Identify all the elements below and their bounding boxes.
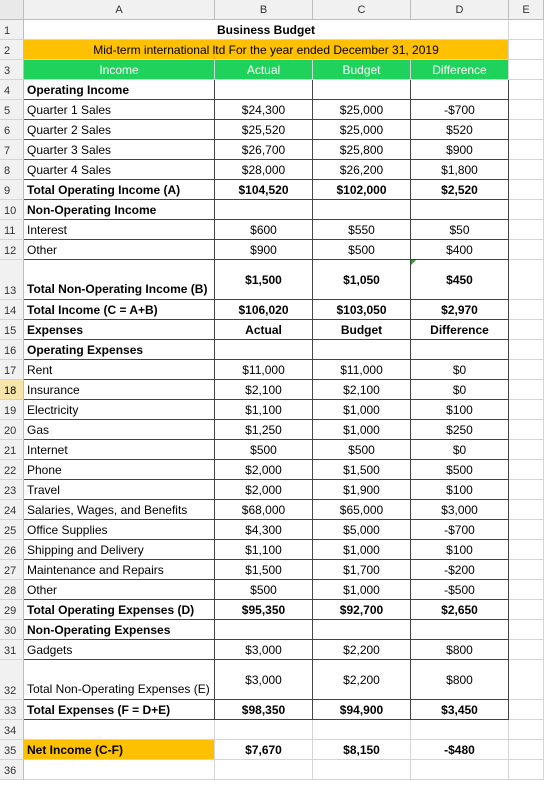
line-budget[interactable]: $26,200 (313, 160, 411, 180)
line-budget[interactable] (313, 200, 411, 220)
row-header[interactable]: 6 (0, 120, 24, 140)
row-header[interactable]: 12 (0, 240, 24, 260)
cell-empty[interactable] (509, 720, 544, 740)
cell-empty[interactable] (509, 620, 544, 640)
row-header[interactable]: 25 (0, 520, 24, 540)
row-header[interactable]: 19 (0, 400, 24, 420)
line-actual[interactable]: $11,000 (215, 360, 313, 380)
line-budget[interactable]: $1,900 (313, 480, 411, 500)
line-actual[interactable]: $26,700 (215, 140, 313, 160)
row-header[interactable]: 10 (0, 200, 24, 220)
cell-empty[interactable] (509, 760, 544, 780)
line-difference[interactable] (411, 760, 509, 780)
row-header[interactable]: 2 (0, 40, 24, 60)
cell-empty[interactable] (509, 240, 544, 260)
line-budget[interactable] (313, 760, 411, 780)
header-difference[interactable]: Difference (411, 60, 509, 80)
line-label[interactable]: Gas (24, 420, 215, 440)
line-actual[interactable] (215, 340, 313, 360)
line-actual[interactable]: $1,100 (215, 540, 313, 560)
line-actual[interactable]: $106,020 (215, 300, 313, 320)
line-budget[interactable]: $500 (313, 440, 411, 460)
line-label[interactable]: Non-Operating Expenses (24, 620, 215, 640)
line-difference[interactable] (411, 340, 509, 360)
line-label[interactable]: Phone (24, 460, 215, 480)
line-budget[interactable]: $25,000 (313, 120, 411, 140)
line-budget[interactable]: $92,700 (313, 600, 411, 620)
line-budget[interactable]: $1,700 (313, 560, 411, 580)
line-label[interactable]: Maintenance and Repairs (24, 560, 215, 580)
line-actual[interactable]: $98,350 (215, 700, 313, 720)
row-header[interactable]: 27 (0, 560, 24, 580)
line-label[interactable]: Rent (24, 360, 215, 380)
line-budget[interactable] (313, 620, 411, 640)
line-actual[interactable] (215, 200, 313, 220)
line-budget[interactable]: $1,500 (313, 460, 411, 480)
row-header[interactable]: 34 (0, 720, 24, 740)
header-actual[interactable]: Actual (215, 60, 313, 80)
line-budget[interactable]: $65,000 (313, 500, 411, 520)
line-actual[interactable]: $28,000 (215, 160, 313, 180)
line-actual[interactable]: $104,520 (215, 180, 313, 200)
line-actual[interactable]: $500 (215, 580, 313, 600)
cell-empty[interactable] (509, 400, 544, 420)
line-label[interactable]: Total Income (C = A+B) (24, 300, 215, 320)
row-header[interactable]: 24 (0, 500, 24, 520)
row-header[interactable]: 30 (0, 620, 24, 640)
row-header[interactable]: 16 (0, 340, 24, 360)
row-header[interactable]: 18 (0, 380, 24, 400)
sheet-title[interactable]: Business Budget (24, 20, 509, 40)
line-actual[interactable]: $3,000 (215, 640, 313, 660)
line-label[interactable]: Electricity (24, 400, 215, 420)
line-actual[interactable]: $2,000 (215, 460, 313, 480)
row-header[interactable]: 21 (0, 440, 24, 460)
line-difference[interactable]: $520 (411, 120, 509, 140)
line-budget[interactable]: $102,000 (313, 180, 411, 200)
cell-empty[interactable] (509, 320, 544, 340)
line-difference[interactable]: $250 (411, 420, 509, 440)
line-difference[interactable]: $0 (411, 440, 509, 460)
line-difference[interactable]: $0 (411, 360, 509, 380)
line-label[interactable]: Non-Operating Income (24, 200, 215, 220)
line-budget[interactable]: $5,000 (313, 520, 411, 540)
line-label[interactable]: Total Operating Income (A) (24, 180, 215, 200)
line-label[interactable]: Operating Income (24, 80, 215, 100)
line-actual[interactable]: $1,100 (215, 400, 313, 420)
cell-empty[interactable] (509, 440, 544, 460)
line-label[interactable]: Quarter 2 Sales (24, 120, 215, 140)
column-header-b[interactable]: B (215, 0, 313, 20)
cell-empty[interactable] (509, 200, 544, 220)
line-actual[interactable]: $24,300 (215, 100, 313, 120)
line-budget[interactable]: $1,000 (313, 580, 411, 600)
line-budget[interactable] (313, 720, 411, 740)
line-difference[interactable]: $3,450 (411, 700, 509, 720)
line-budget[interactable]: $103,050 (313, 300, 411, 320)
line-difference[interactable]: $2,520 (411, 180, 509, 200)
cell-empty[interactable] (509, 60, 544, 80)
line-label[interactable]: Total Operating Expenses (D) (24, 600, 215, 620)
line-actual[interactable]: $500 (215, 440, 313, 460)
line-difference[interactable]: $400 (411, 240, 509, 260)
line-actual[interactable]: $900 (215, 240, 313, 260)
line-label[interactable]: Other (24, 240, 215, 260)
line-actual[interactable] (215, 80, 313, 100)
line-actual[interactable]: $68,000 (215, 500, 313, 520)
line-label[interactable]: Total Expenses (F = D+E) (24, 700, 215, 720)
row-header[interactable]: 1 (0, 20, 24, 40)
line-difference[interactable]: -$700 (411, 100, 509, 120)
line-label[interactable] (24, 720, 215, 740)
line-actual[interactable]: $95,350 (215, 600, 313, 620)
line-actual[interactable] (215, 760, 313, 780)
select-all-corner[interactable] (0, 0, 24, 20)
row-header[interactable]: 13 (0, 260, 24, 300)
row-header[interactable]: 32 (0, 660, 24, 700)
cell-empty[interactable] (509, 560, 544, 580)
line-difference[interactable]: $100 (411, 480, 509, 500)
cell-empty[interactable] (509, 100, 544, 120)
line-actual[interactable]: $1,500 (215, 260, 313, 300)
line-budget[interactable]: $1,000 (313, 420, 411, 440)
row-header[interactable]: 3 (0, 60, 24, 80)
line-label[interactable]: Total Non-Operating Expenses (E) (24, 660, 215, 700)
line-actual[interactable] (215, 620, 313, 640)
row-header[interactable]: 28 (0, 580, 24, 600)
line-budget[interactable]: $1,000 (313, 540, 411, 560)
line-label[interactable]: Total Non-Operating Income (B) (24, 260, 215, 300)
line-difference[interactable]: $100 (411, 400, 509, 420)
cell-empty[interactable] (509, 80, 544, 100)
line-actual[interactable]: Actual (215, 320, 313, 340)
cell-empty[interactable] (509, 300, 544, 320)
row-header[interactable]: 22 (0, 460, 24, 480)
line-budget[interactable]: $25,000 (313, 100, 411, 120)
line-budget[interactable]: $2,100 (313, 380, 411, 400)
cell-empty[interactable] (509, 20, 544, 40)
cell-empty[interactable] (509, 460, 544, 480)
line-budget[interactable]: $11,000 (313, 360, 411, 380)
cell-empty[interactable] (509, 340, 544, 360)
line-difference[interactable] (411, 620, 509, 640)
cell-empty[interactable] (509, 40, 544, 60)
line-difference[interactable]: $0 (411, 380, 509, 400)
row-header[interactable]: 26 (0, 540, 24, 560)
column-header-a[interactable]: A (24, 0, 215, 20)
line-label[interactable]: Travel (24, 480, 215, 500)
line-budget[interactable]: $550 (313, 220, 411, 240)
column-header-c[interactable]: C (313, 0, 411, 20)
line-label[interactable]: Gadgets (24, 640, 215, 660)
row-header[interactable]: 20 (0, 420, 24, 440)
row-header[interactable]: 33 (0, 700, 24, 720)
line-difference[interactable]: $500 (411, 460, 509, 480)
error-indicator-icon (411, 260, 416, 265)
row-header[interactable]: 23 (0, 480, 24, 500)
cell-empty[interactable] (509, 120, 544, 140)
cell-empty[interactable] (509, 640, 544, 660)
line-label[interactable]: Shipping and Delivery (24, 540, 215, 560)
line-difference[interactable]: $3,000 (411, 500, 509, 520)
row-header[interactable]: 17 (0, 360, 24, 380)
line-budget[interactable]: $94,900 (313, 700, 411, 720)
row-header[interactable]: 14 (0, 300, 24, 320)
line-difference[interactable]: $800 (411, 660, 509, 700)
cell-empty[interactable] (509, 500, 544, 520)
line-budget[interactable]: $8,150 (313, 740, 411, 760)
line-difference[interactable]: $100 (411, 540, 509, 560)
row-header[interactable]: 9 (0, 180, 24, 200)
line-difference[interactable]: $1,800 (411, 160, 509, 180)
line-actual[interactable]: $1,500 (215, 560, 313, 580)
line-label[interactable]: Operating Expenses (24, 340, 215, 360)
line-budget[interactable] (313, 80, 411, 100)
row-header[interactable]: 11 (0, 220, 24, 240)
line-difference[interactable]: $2,650 (411, 600, 509, 620)
line-actual[interactable]: $3,000 (215, 660, 313, 700)
row-header[interactable]: 36 (0, 760, 24, 780)
cell-empty[interactable] (509, 520, 544, 540)
row-header[interactable]: 5 (0, 100, 24, 120)
line-difference[interactable]: $800 (411, 640, 509, 660)
line-difference[interactable]: $50 (411, 220, 509, 240)
line-difference[interactable]: $900 (411, 140, 509, 160)
line-actual[interactable]: $600 (215, 220, 313, 240)
line-label[interactable]: Salaries, Wages, and Benefits (24, 500, 215, 520)
line-actual[interactable]: $2,100 (215, 380, 313, 400)
line-actual[interactable] (215, 720, 313, 740)
line-difference[interactable] (411, 80, 509, 100)
header-budget[interactable]: Budget (313, 60, 411, 80)
cell-empty[interactable] (509, 580, 544, 600)
line-difference[interactable]: -$200 (411, 560, 509, 580)
line-budget[interactable]: $500 (313, 240, 411, 260)
line-budget[interactable]: $2,200 (313, 660, 411, 700)
row-header[interactable]: 29 (0, 600, 24, 620)
line-label[interactable]: Net Income (C-F) (24, 740, 215, 760)
line-label[interactable]: Quarter 3 Sales (24, 140, 215, 160)
line-difference[interactable]: -$480 (411, 740, 509, 760)
row-header[interactable]: 8 (0, 160, 24, 180)
line-difference[interactable]: -$700 (411, 520, 509, 540)
cell-empty[interactable] (509, 540, 544, 560)
line-actual[interactable]: $4,300 (215, 520, 313, 540)
line-difference[interactable]: $450 (411, 260, 509, 300)
row-header[interactable]: 31 (0, 640, 24, 660)
line-label[interactable]: Office Supplies (24, 520, 215, 540)
line-budget[interactable] (313, 340, 411, 360)
row-header[interactable]: 35 (0, 740, 24, 760)
cell-empty[interactable] (509, 220, 544, 240)
line-label[interactable]: Quarter 4 Sales (24, 160, 215, 180)
cell-empty[interactable] (509, 600, 544, 620)
row-header[interactable]: 15 (0, 320, 24, 340)
column-header-d[interactable]: D (411, 0, 509, 20)
line-actual[interactable]: $2,000 (215, 480, 313, 500)
line-difference[interactable]: -$500 (411, 580, 509, 600)
line-budget[interactable]: Budget (313, 320, 411, 340)
cell-empty[interactable] (509, 380, 544, 400)
cell-empty[interactable] (509, 420, 544, 440)
line-budget[interactable]: $25,800 (313, 140, 411, 160)
cell-empty[interactable] (509, 660, 544, 700)
line-budget[interactable]: $2,200 (313, 640, 411, 660)
cell-empty[interactable] (509, 160, 544, 180)
line-difference[interactable]: Difference (411, 320, 509, 340)
line-label[interactable]: Other (24, 580, 215, 600)
line-difference[interactable] (411, 200, 509, 220)
line-budget[interactable]: $1,050 (313, 260, 411, 300)
line-label[interactable]: Internet (24, 440, 215, 460)
line-label[interactable]: Expenses (24, 320, 215, 340)
line-budget[interactable]: $1,000 (313, 400, 411, 420)
line-label[interactable] (24, 760, 215, 780)
line-difference[interactable]: $2,970 (411, 300, 509, 320)
line-label[interactable]: Interest (24, 220, 215, 240)
cell-empty[interactable] (509, 700, 544, 720)
line-difference[interactable] (411, 720, 509, 740)
header-income[interactable]: Income (24, 60, 215, 80)
cell-empty[interactable] (509, 740, 544, 760)
cell-empty[interactable] (509, 360, 544, 380)
line-actual[interactable]: $1,250 (215, 420, 313, 440)
line-label[interactable]: Quarter 1 Sales (24, 100, 215, 120)
line-label[interactable]: Insurance (24, 380, 215, 400)
cell-empty[interactable] (509, 260, 544, 300)
cell-empty[interactable] (509, 480, 544, 500)
column-header-e[interactable]: E (509, 0, 544, 20)
row-header[interactable]: 7 (0, 140, 24, 160)
line-actual[interactable]: $25,520 (215, 120, 313, 140)
sheet-subtitle[interactable]: Mid-term international ltd For the year ended December 31, 2019 (24, 40, 509, 60)
line-actual[interactable]: $7,670 (215, 740, 313, 760)
cell-empty[interactable] (509, 180, 544, 200)
row-header[interactable]: 4 (0, 80, 24, 100)
cell-empty[interactable] (509, 140, 544, 160)
